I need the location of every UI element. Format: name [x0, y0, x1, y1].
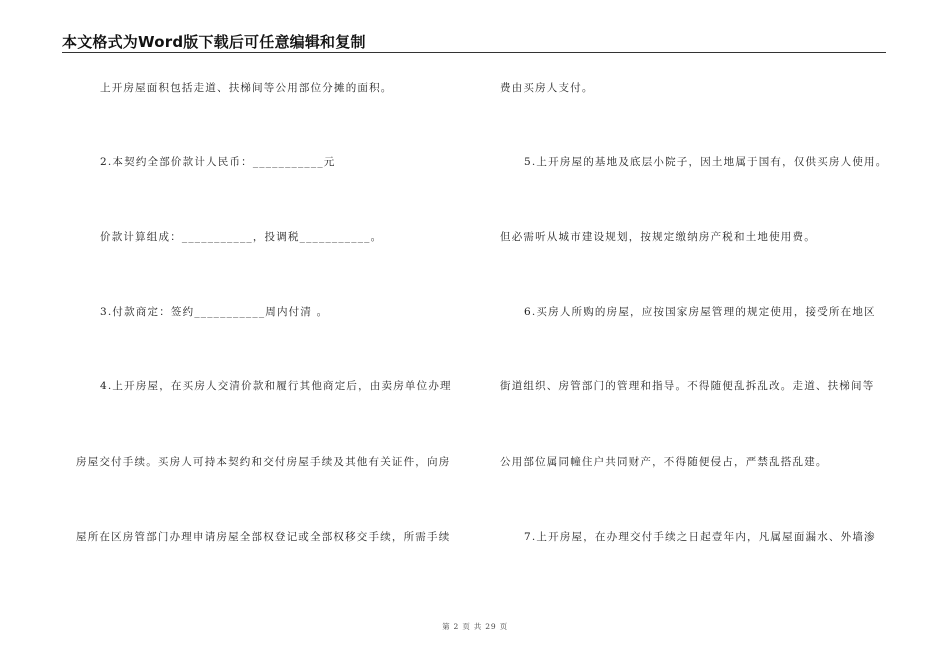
left-line-1: 上开房屋面积包括走道、扶梯间等公用部位分摊的面积。: [100, 82, 393, 94]
right-line-3: 但必需听从城市建设规划，按规定缴纳房产税和土地使用费。: [500, 231, 816, 243]
right-line-4: 6.买房人所购的房屋，应按国家房屋管理的规定使用，接受所在地区: [524, 306, 876, 318]
right-line-6: 公用部位属同幢住户共同财产，不得随便侵占，严禁乱搭乱建。: [500, 456, 828, 468]
right-line-5: 街道组织、房管部门的管理和指导。不得随便乱拆乱改。走道、扶梯间等: [500, 380, 875, 392]
left-line-3: 价款计算组成：___________，投调税___________。: [100, 231, 383, 243]
right-line-7: 7.上开房屋，在办理交付手续之日起壹年内，凡属屋面漏水、外墙渗: [524, 531, 876, 543]
left-line-4: 3.付款商定：签约___________周内付清 。: [100, 306, 329, 318]
left-line-5: 4.上开房屋，在买房人交清价款和履行其他商定后，由卖房单位办理: [100, 380, 452, 392]
right-line-2: 5.上开房屋的基地及底层小院子，因土地属于国有，仅供买房人使用。: [524, 156, 888, 168]
header-divider: [62, 52, 886, 53]
left-line-6: 房屋交付手续。买房人可持本契约和交付房屋手续及其他有关证件，向房: [76, 456, 451, 468]
left-line-7: 屋所在区房管部门办理申请房屋全部权登记或全部权移交手续，所需手续: [76, 531, 451, 543]
left-line-2: 2.本契约全部价款计人民币：___________元: [100, 156, 336, 168]
page-number-footer: 第 2 页 共 29 页: [442, 622, 508, 631]
right-line-1: 费由买房人支付。: [500, 82, 594, 94]
page-header-title: 本文格式为Word版下载后可任意编辑和复制: [62, 33, 366, 51]
